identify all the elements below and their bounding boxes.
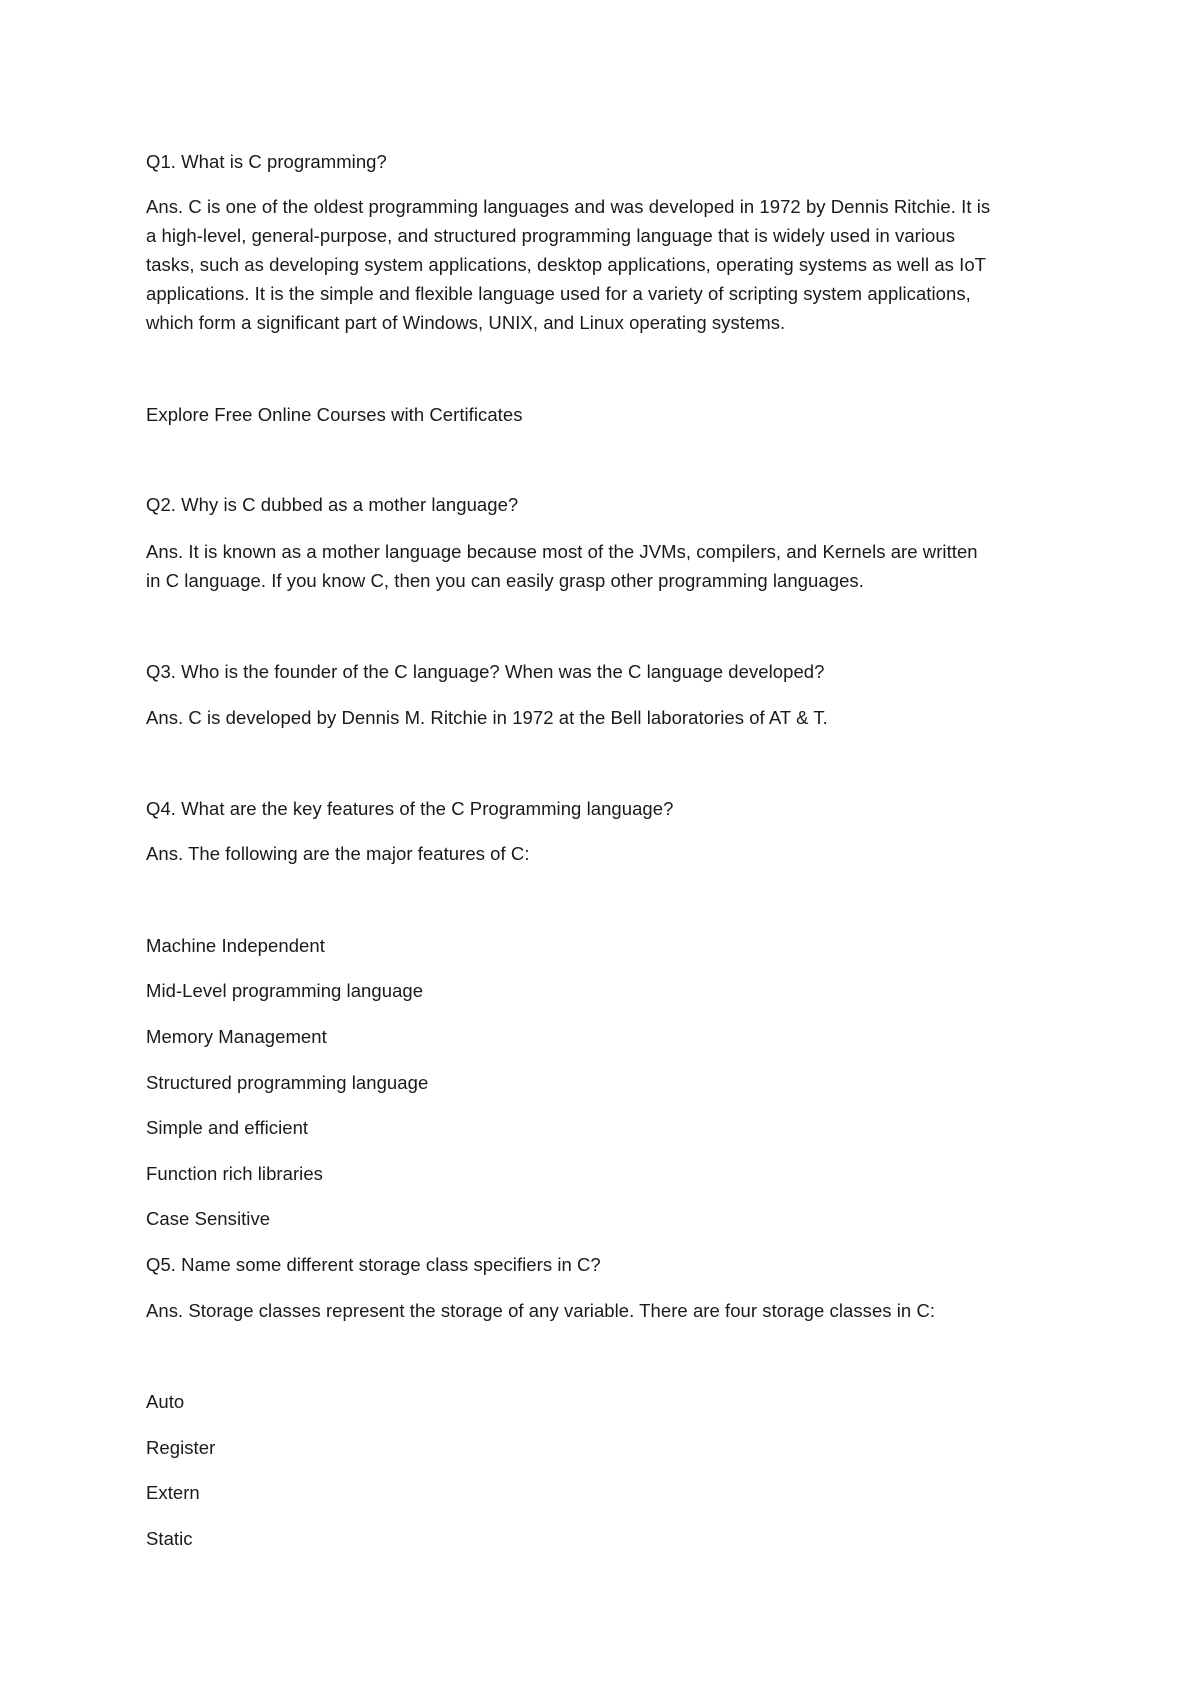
feature-item: Simple and efficient (146, 1117, 309, 1138)
storage-class-item: Extern (146, 1482, 200, 1503)
explore-courses-text: Explore Free Online Courses with Certificates (146, 404, 523, 425)
q2-answer-line: Ans. It is known as a mother language because most of the JVMs, compilers, and Kernels are written (146, 541, 978, 562)
q5-question: Q5. Name some different storage class specifiers in C? (146, 1254, 601, 1275)
q1-question: Q1. What is C programming? (146, 151, 387, 172)
feature-item: Memory Management (146, 1026, 327, 1047)
feature-item: Function rich libraries (146, 1163, 323, 1184)
q1-answer-line: Ans. C is one of the oldest programming languages and was developed in 1972 by Dennis Ritchie. It is (146, 196, 991, 217)
feature-item: Structured programming language (146, 1072, 429, 1093)
q5-answer: Ans. Storage classes represent the storage of any variable. There are four storage classes in C: (146, 1300, 936, 1321)
feature-item: Case Sensitive (146, 1208, 271, 1229)
q1-answer-line: a high-level, general-purpose, and structured programming language that is widely used in various (146, 225, 956, 246)
storage-class-item: Static (146, 1528, 193, 1549)
q2-question: Q2. Why is C dubbed as a mother language? (146, 494, 519, 515)
q2-answer-line: in C language. If you know C, then you can easily grasp other programming languages. (146, 570, 864, 591)
storage-class-item: Auto (146, 1391, 185, 1412)
q4-question: Q4. What are the key features of the C Programming language? (146, 798, 674, 819)
q1-answer-line: tasks, such as developing system applications, desktop applications, operating systems as well as IoT (146, 254, 987, 275)
feature-item: Machine Independent (146, 935, 325, 956)
storage-class-item: Register (146, 1437, 216, 1458)
q4-answer: Ans. The following are the major features of C: (146, 843, 530, 864)
feature-item: Mid-Level programming language (146, 980, 424, 1001)
q3-question: Q3. Who is the founder of the C language? When was the C language developed? (146, 661, 825, 682)
q3-answer: Ans. C is developed by Dennis M. Ritchie in 1972 at the Bell laboratories of AT & T. (146, 707, 828, 728)
q1-answer-line: which form a significant part of Windows, UNIX, and Linux operating systems. (146, 312, 786, 333)
q1-answer-line: applications. It is the simple and flexible language used for a variety of scripting system applications, (146, 283, 971, 304)
